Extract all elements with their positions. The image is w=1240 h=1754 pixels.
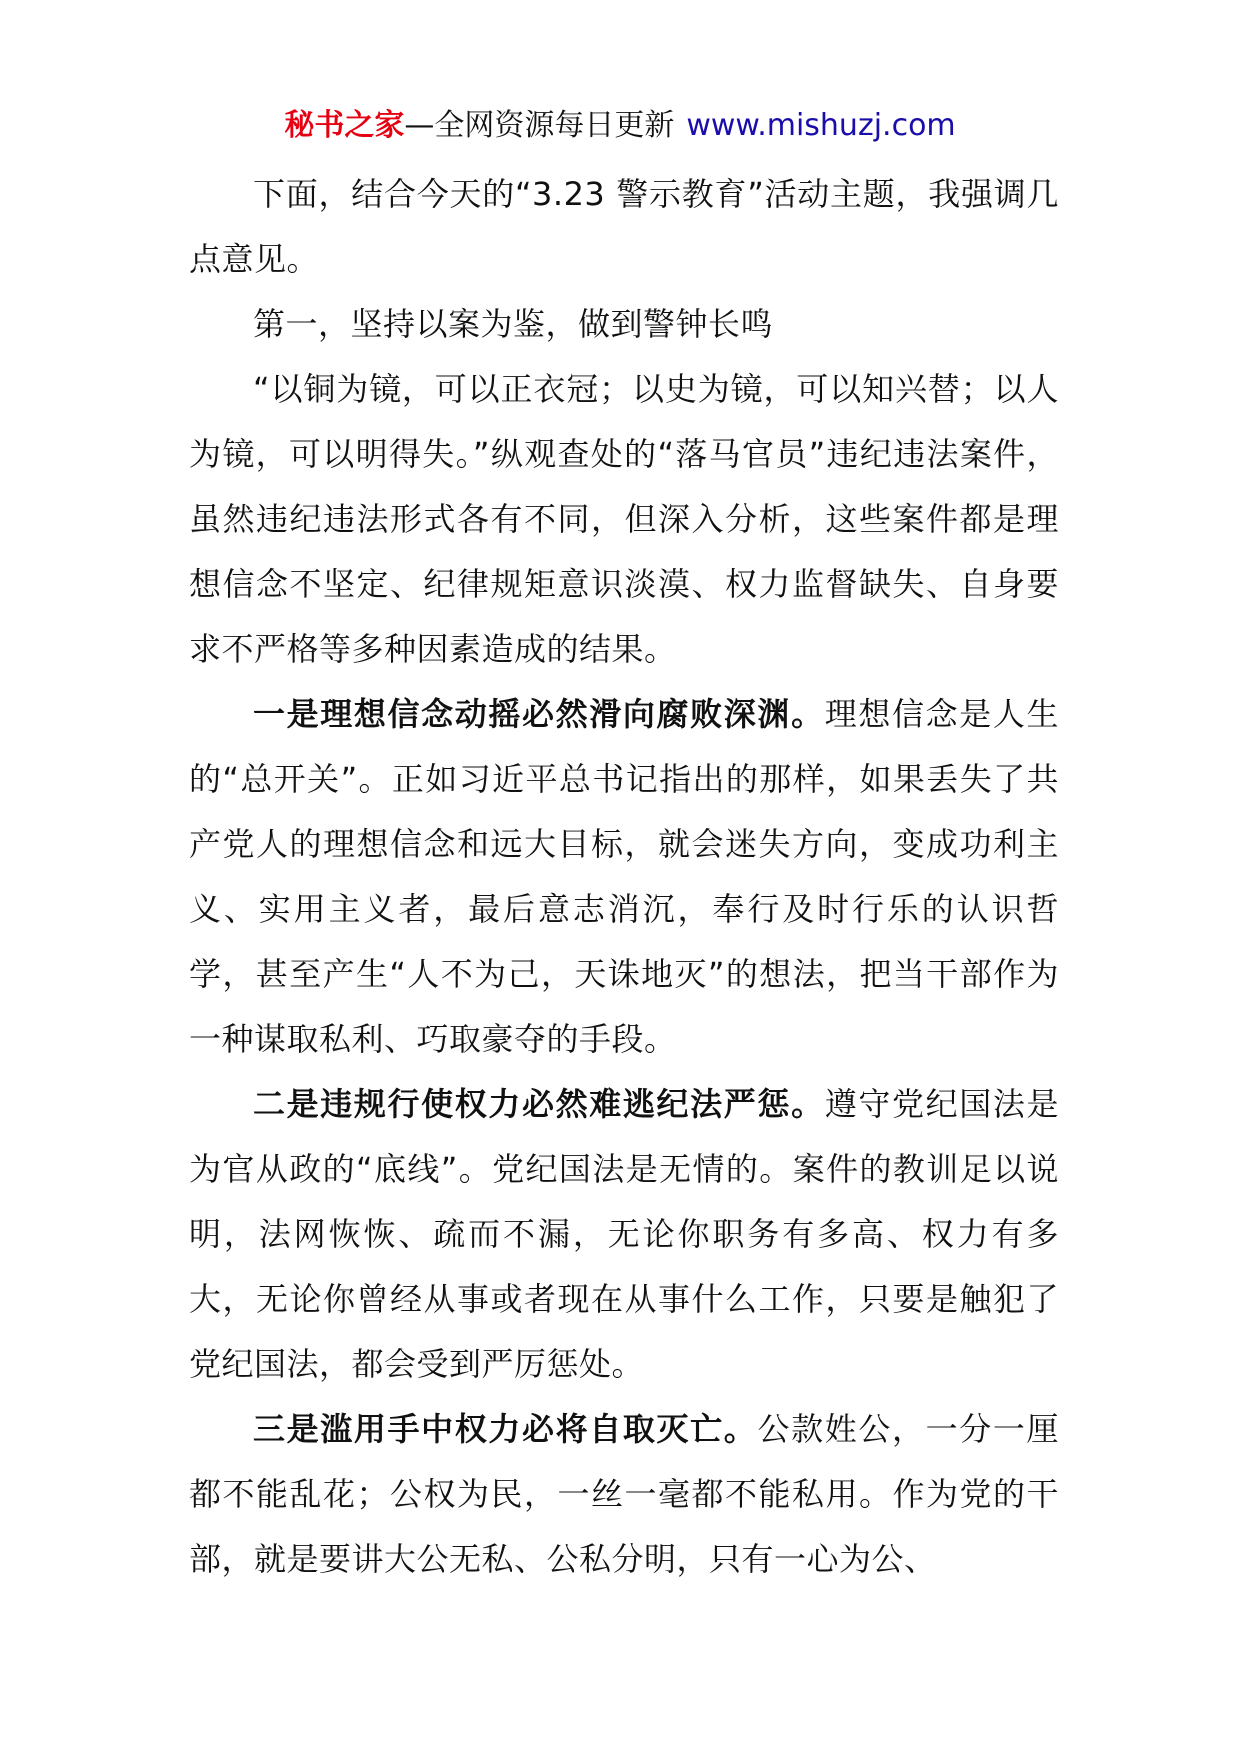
section-heading (189, 292, 1059, 357)
quote-paragraph: “以铜为镜，可以正衣冠；以史为镜，可以知兴替；以人为镜，可以明得失。”纵观查处的“落马官员”违纪违法案件，虽然违纪违法形式各有不同，但深入分析，这些案件都是理想信念不坚定、纪律规矩意识淡漠、权力监督缺失、自身要求不严格等多种因素造成的结果。 (189, 370, 1059, 668)
point-3-lead: 三是滥用手中权力必将自取灭亡。 (253, 1410, 758, 1448)
brand-name: 秘书之家 (284, 108, 405, 143)
point-1-text: 理想信念是人生的“总开关”。正如习近平总书记指出的那样，如果丢失了共产党人的理想信念和远大目标，就会迷失方向，变成功利主义、实用主义者，最后意志消沉，奉行及时行乐的认识哲学，甚至产生“人不为己，天诛地灭”的想法，把当干部作为一种谋取私利、巧取豪夺的手段。 (189, 695, 1059, 1058)
page-header (0, 100, 1240, 152)
point-3-text: 公款姓公，一分一厘都不能乱花；公权为民，一丝一毫都不能私用。作为党的干部，就是要讲大公无私、公私分明，只有一心为公、 (189, 1410, 1059, 1578)
intro-paragraph: 下面，结合今天的“3.23 警示教育”活动主题，我强调几点意见。 (189, 175, 1059, 278)
section-heading-text: 第一，坚持以案为鉴，做到警钟长鸣 (253, 305, 774, 343)
point-1-lead: 一是理想信念动摇必然滑向腐败深渊。 (253, 695, 825, 733)
point-2-lead: 二是违规行使权力必然难逃纪法严惩。 (253, 1085, 825, 1123)
point-2-text: 遵守党纪国法是为官从政的“底线”。党纪国法是无情的。案件的教训足以说明，法网恢恢、疏而不漏，无论你职务有多高、权力有多大，无论你曾经从事或者现在从事什么工作，只要是触犯了党纪国法，都会受到严厉惩处。 (189, 1085, 1059, 1383)
site-url-link[interactable]: www.mishuzj.com (686, 108, 956, 143)
header-slogan: —全网资源每日更新 (404, 108, 675, 143)
point-paragraph-1 (189, 682, 1059, 1072)
document-body (189, 162, 1059, 1592)
point-paragraph-2 (189, 1072, 1059, 1397)
point-paragraph-3 (189, 1397, 1059, 1592)
